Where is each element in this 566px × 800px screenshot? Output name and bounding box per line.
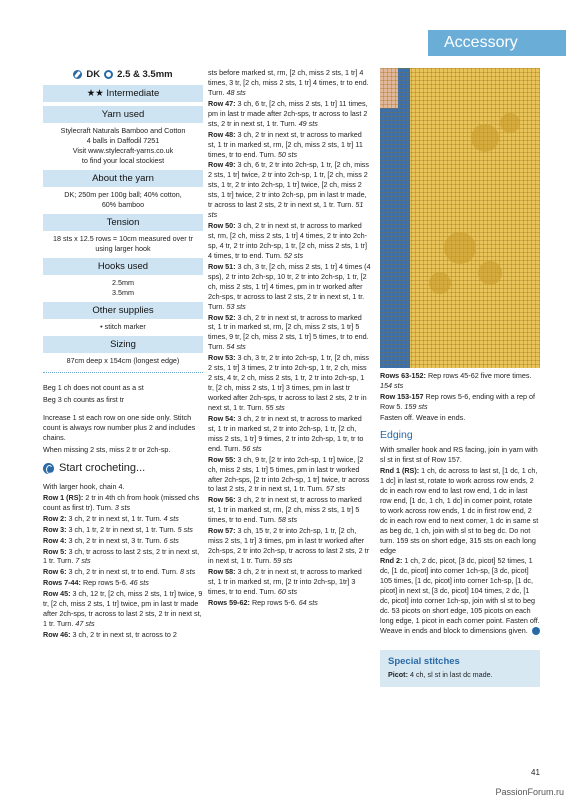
pattern-notes <box>43 383 203 455</box>
row-label: Row 153-157 <box>380 391 424 401</box>
stitch-count: 3 sts <box>114 502 131 512</box>
special-stitch-picot <box>388 670 532 680</box>
pattern-row <box>380 371 540 391</box>
stitch-count: 53 sts <box>226 301 246 311</box>
row-text: 3 ch, 9 tr, [2 tr into 2ch-sp, 1 tr] twice, [2 ch, miss 2 sts, 1 tr] 5 times, pm in last tr worked after 2ch-sps, [2 tr into 2ch-sp, 1 tr] twice, tr across to last 2 sts, 2 tr in next st, 1 tr. Turn. <box>208 454 370 494</box>
stitch-count: 54 sts <box>226 342 246 352</box>
pattern-row <box>43 578 203 588</box>
pattern-row <box>208 68 371 98</box>
row-label: Row 52: <box>208 312 236 322</box>
special-stitches-box <box>380 650 540 687</box>
tension-heading: Tension <box>43 214 203 231</box>
pattern-row <box>208 567 371 597</box>
row-text: 1 ch, 2 dc, picot, [3 dc, picot] 52 times, 1 dc, [1 dc, picot] into corner 1ch-sp, [3 dc, picot] 105 times, [1 dc, picot] into corner 1ch-sp, [1 dc, picot] in next st, [3 dc, picot] 104 times, 2 dc, [1 dc, picot] into corner 1ch-sp, join with sl st to beg dc. 53 picots on short edge, 105 picots on each long edge, 1 picot in each corner point. Fasten off. Weave in ends and block to dimensions given. <box>380 556 540 636</box>
pattern-row <box>43 567 203 577</box>
edging-heading: Edging <box>380 428 413 441</box>
pattern-row <box>43 525 203 535</box>
row-label: Rows 7-44: <box>43 578 81 588</box>
yarn-weight: DK <box>86 69 101 80</box>
row-label: Rnd 1 (RS): <box>380 466 420 476</box>
stitch-count: 8 sts <box>180 567 196 577</box>
section-header-tab <box>428 30 566 56</box>
page-number: 41 <box>531 768 540 777</box>
pattern-row <box>380 392 540 412</box>
row-label: Rows 59-62: <box>208 597 250 607</box>
special-stitches-heading: Special stitches <box>388 655 460 667</box>
pattern-row <box>208 455 371 495</box>
row-text: 3 ch, 6 tr, 2 tr into 2ch-sp, 1 tr, [2 ch, miss 2 sts, 1 tr] twice, 2 tr into 2ch-sp, 1 tr, [2 ch, miss 2 sts, 1 tr, 2 tr into 2ch-sp, 1 tr] twice, [2 ch, miss 2 sts, 1 tr] twice, 2 tr into 2ch-sp, pm in last tr made, tr across to last 2 sts, 2 tr in next st, 1 tr. Turn. <box>208 160 369 210</box>
row-text: 1 ch, dc across to last st, [1 dc, 1 ch, 1 dc] in last st, rotate to work across row ends, 2 dc in each row end to last row end, 1 dc in last row end, [1 dc, 1 ch, 1 dc] in corner point, rotate to work across row ends, 1 dc in first row end, 2 dc in each row end to next corner, 1 dc in same st as beg dc, 1 ch, join with sl st to beg dc. Do not turn. 159 sts on short edge, 315 sts on each long edge <box>380 466 539 555</box>
pattern-row <box>208 221 371 261</box>
pattern-row <box>208 262 371 312</box>
row-text: 3 ch, 12 tr, [2 ch, miss 2 sts, 1 tr] twice, 9 tr, [2 ch, miss 2 sts, 1 tr] twice, pm in last tr made after 2ch-sps, tr across to last 2 sts, 2 tr in next st, 1 tr. Turn. <box>43 589 203 629</box>
rows-list-left <box>43 493 203 640</box>
row-text: Rep rows 5-6. <box>80 578 130 588</box>
hook-sizes: 2.5 & 3.5mm <box>117 69 173 80</box>
stitch-count: 46 sts <box>129 578 149 588</box>
edging-intro: With smaller hook and RS facing, join in yarn with sl st in first st of Row 157. <box>380 445 538 465</box>
stitch-count: 4 sts <box>163 513 179 523</box>
divider <box>43 372 203 373</box>
hook-size: 3.5mm <box>112 288 134 298</box>
pattern-row <box>43 630 203 640</box>
watermark: PassionForum.ru <box>495 786 564 797</box>
pattern-row <box>208 313 371 353</box>
row-label: Row 56: <box>208 495 236 505</box>
pattern-row <box>208 160 371 220</box>
yarn-line: Stylecraft Naturals Bamboo and Cotton <box>60 126 186 136</box>
row-label: Row 54: <box>208 413 236 423</box>
stitch-count: 52 sts <box>283 250 304 260</box>
row-text: 2 tr in 4th ch from hook (missed chs count as first tr). Turn. <box>43 492 200 512</box>
shawl-photo <box>380 68 540 368</box>
row-text: 3 ch, 1 tr, 2 tr in next st, 1 tr. Turn. <box>66 524 178 534</box>
yarn-link[interactable]: Visit www.stylecraft-yarns.co.uk <box>72 146 174 156</box>
sizing-info <box>43 356 203 366</box>
stitch-count: 48 sts <box>226 87 246 97</box>
stitch-count: 47 sts <box>75 619 95 629</box>
supplies-heading: Other supplies <box>43 302 203 319</box>
pattern-row <box>43 514 203 524</box>
row-text: 3 ch, 2 tr in next st, tr across to marked st, 1 tr in marked st, 2 tr into 2ch-sp, 1 tr, [2 ch, miss 2 sts, 1 tr] 9 times, 2 tr into 2ch-sp, 1 tr, tr to end. Turn. <box>208 413 364 453</box>
stitch-count: 64 sts <box>298 597 318 607</box>
row-text: 3 ch, 3 tr, [2 ch, miss 2 sts, 1 tr] 4 times (4 sps), 2 tr into 2ch-sp, 10 tr, 2 tr into 2ch-sp, 1 tr, [2 ch, miss 2 sts, 1 tr] 4 times, pm in tr worked after 2ch-sps, tr across to last 2 sts, 2 tr in next st, 1 tr. Turn. <box>208 261 371 311</box>
pattern-row <box>43 536 203 546</box>
column-right <box>380 68 540 687</box>
pattern-row <box>208 130 371 160</box>
row-label: Rnd 2: <box>380 556 403 566</box>
pattern-row <box>208 598 371 608</box>
stitch-count: 57 sts <box>325 484 346 494</box>
row-text: Rep rows 5-6. <box>249 597 299 607</box>
row-label: Row 3: <box>43 524 67 534</box>
row-label: Row 47: <box>208 98 236 108</box>
pattern-row <box>208 495 371 525</box>
note: Beg 1 ch does not count as a st <box>43 383 144 393</box>
row-label: Row 46: <box>43 630 71 640</box>
supplies-info <box>43 322 203 332</box>
stitch-count: 55 sts <box>265 402 285 412</box>
row-text: sts before marked st, rm, [2 ch, miss 2 sts, 1 tr] 4 times, 3 tr, [2 ch, miss 2 sts, 1 tr] 4 times, tr to end. Turn. <box>208 68 369 97</box>
row-label: Row 6: <box>43 567 67 577</box>
photo-flower-motif <box>380 68 540 368</box>
yarn-line: 4 balls in Daffodil 7251 <box>86 136 160 146</box>
edging-rnd1 <box>380 466 540 555</box>
row-text: 3 ch, 2 tr in next st, tr across to marked st, 1 tr in marked st, rm, [2 ch, miss 2 sts, 1 tr] 11 times, tr to end. Turn. <box>208 129 363 159</box>
row-text: 3 ch, 2 tr in next st, tr across to marked st, 1 tr in marked st, rm, [2 tr into 2ch-sp, 1tr] 3 times, tr to end. Turn. <box>208 566 362 596</box>
row-label: Row 50: <box>208 221 236 231</box>
hooks-info <box>43 278 203 298</box>
row-text: 3 ch, 2 tr in next st, 1 tr. Turn. <box>66 513 164 523</box>
row-text: 3 ch, 2 tr in next st, tr across to marked st, rm, [2 ch, miss 2 sts, 1 tr] 4 times, 2 tr into 2ch-sp, 4 tr, 2 tr into 2ch-sp, 1 tr, [2 ch, miss 2 sts, 1 tr] 4 times, tr to end. Turn. <box>208 221 367 260</box>
yarn-used-info <box>43 126 203 166</box>
about-yarn-heading: About the yarn <box>43 170 203 187</box>
row-text: Rep rows 45-62 five more times. <box>425 371 532 380</box>
row-label: Row 53: <box>208 353 236 363</box>
row-text: 3 ch, 2 tr in next st, tr across to marked st, 1 tr in marked st, rm, [2 ch, miss 2 sts, 1 tr] 5 times, 9 tr, [2 ch, miss 2 sts, 1 tr] 5 times, tr to end. Turn. <box>208 312 369 352</box>
pattern-row <box>208 99 371 129</box>
stitch-count: 60 sts <box>277 586 298 596</box>
row-label: Row 55: <box>208 454 236 464</box>
stitch-count: 49 sts <box>298 118 318 128</box>
about-line: DK; 250m per 100g ball; 40% cotton, <box>64 190 182 200</box>
stitch-count: 154 sts <box>380 380 404 390</box>
row-label: Row 4: <box>43 535 67 545</box>
yarn-ball-icon <box>73 70 82 79</box>
row-text: Rep rows 5-6, ending with a rep of Row 5. <box>380 391 536 411</box>
row-text: 3 ch, 2 tr in next st, 3 tr. Turn. <box>66 535 164 545</box>
start-heading-text: Start crocheting... <box>59 461 146 474</box>
pattern-row <box>43 493 203 513</box>
hooks-heading: Hooks used <box>43 258 203 275</box>
row-label: Row 5: <box>43 546 67 556</box>
note: When missing 2 sts, miss 2 tr or 2ch-sp. <box>43 444 171 454</box>
row-text: 3 ch, 6 tr, [2 ch, miss 2 sts, 1 tr] 11 times, pm in last tr made after 2ch-sps, tr across to last 2 sts, 2 tr in next st, 1 tr. Turn. <box>208 98 368 128</box>
row-label: Row 2: <box>43 513 67 523</box>
tension-line: 18 sts x 12.5 rows = 10cm measured over tr <box>52 234 194 244</box>
stitch-count: 59 sts <box>273 556 293 565</box>
row-label: Row 45: <box>43 589 71 599</box>
row-label: Row 1 (RS): <box>43 492 84 502</box>
row-label: Row 49: <box>208 160 236 170</box>
row-text: Fasten off. Weave in ends. <box>380 412 466 422</box>
about-yarn-info <box>43 190 203 210</box>
row-text: 3 ch, 3 tr, 2 tr into 2ch-sp, 1 tr, [2 ch, miss 2 sts, 1 tr] 3 times, 2 tr into 2ch-sp, 1 tr, 2 ch, miss 2 sts, 4 tr, 2 ch, miss 2 sts, 1 tr, 2 tr into 2ch-sp, 1 tr, [2 ch, miss 2 sts, 1 tr] 3 times, pm in last tr worked after 2ch-sps, tr across to last 2 sts, 2 tr in next st, 1 tr. Turn. <box>208 353 369 412</box>
pattern-row <box>43 547 203 567</box>
pattern-row <box>208 414 371 454</box>
row-text: 3 ch, 15 tr, 2 tr into 2ch-sp, 1 tr, [2 ch, miss 2 sts, 1 tr] 3 times, pm in last tr worked after 2ch-sps, 2 tr into 2ch-sp, tr across to last 2 sts, 2 tr in next st, 1 tr. Turn. <box>208 526 369 565</box>
supply-item: • stitch marker <box>100 322 146 332</box>
stitch-count: 51 sts <box>208 200 364 220</box>
yarn-weight-and-hook-spec <box>43 68 203 81</box>
stitch-count: 7 sts <box>75 556 91 566</box>
end-icon <box>532 627 540 635</box>
skill-level: ★★ Intermediate <box>43 85 203 102</box>
pattern-row <box>208 353 371 413</box>
yarn-line: to find your local stockiest <box>81 156 165 166</box>
row-text: 3 ch, 2 tr in next st, tr across to marked st, 1 tr in marked st, rm, [2 ch, miss 2 sts, 1 tr] 5 times, tr to end. Turn. <box>208 495 362 525</box>
pattern-row <box>208 526 371 566</box>
tension-line: using larger hook <box>95 244 151 254</box>
edging-rnd2 <box>380 556 540 636</box>
note: Increase 1 st each row on one side only. Stitch count is always row number plus 2 and includes chains. <box>43 413 196 442</box>
about-line: 60% bamboo <box>101 200 145 210</box>
start-hook-icon <box>43 463 54 474</box>
stitch-count: 5 sts <box>177 524 193 534</box>
pattern-row <box>380 413 540 423</box>
rows-list-middle <box>208 68 371 608</box>
row-label: Row 58: <box>208 566 236 576</box>
sizing-line: 87cm deep x 154cm (longest edge) <box>66 356 180 366</box>
row-text: 3 ch, tr across to last 2 sts, 2 tr in next st, 1 tr. Turn. <box>43 546 200 566</box>
row-text: 4 ch, sl st in last dc made. <box>407 670 493 680</box>
sizing-heading: Sizing <box>43 336 203 353</box>
stitch-count: 159 sts <box>404 401 428 411</box>
hook-size: 2.5mm <box>112 278 134 288</box>
stitch-count: 50 sts <box>277 149 298 159</box>
stitch-count: 58 sts <box>277 515 298 525</box>
rows-list-right <box>380 371 540 423</box>
hook-icon <box>104 70 113 79</box>
row-label: Row 48: <box>208 129 236 139</box>
row-label: Rows 63-152: <box>380 371 426 380</box>
row-label: Picot: <box>388 670 408 680</box>
row-label: Row 51: <box>208 261 236 271</box>
column-middle <box>208 68 371 609</box>
row-label: Row 57: <box>208 526 236 536</box>
stitch-count: 6 sts <box>163 535 179 545</box>
column-left <box>43 68 203 641</box>
row-text: 3 ch, 2 tr in next st, tr across to 2 <box>70 630 177 640</box>
start-heading <box>43 461 203 476</box>
pattern-row <box>43 589 203 629</box>
row-text: 3 ch, 2 tr in next st, tr to end. Turn. <box>66 567 181 577</box>
start-intro: With larger hook, chain 4. <box>43 481 125 491</box>
note: Beg 3 ch counts as first tr <box>43 395 125 405</box>
stitch-count: 56 sts <box>242 443 262 453</box>
yarn-used-heading: Yarn used <box>43 106 203 123</box>
section-title: Accessory <box>444 33 518 51</box>
tension-info <box>43 234 203 254</box>
